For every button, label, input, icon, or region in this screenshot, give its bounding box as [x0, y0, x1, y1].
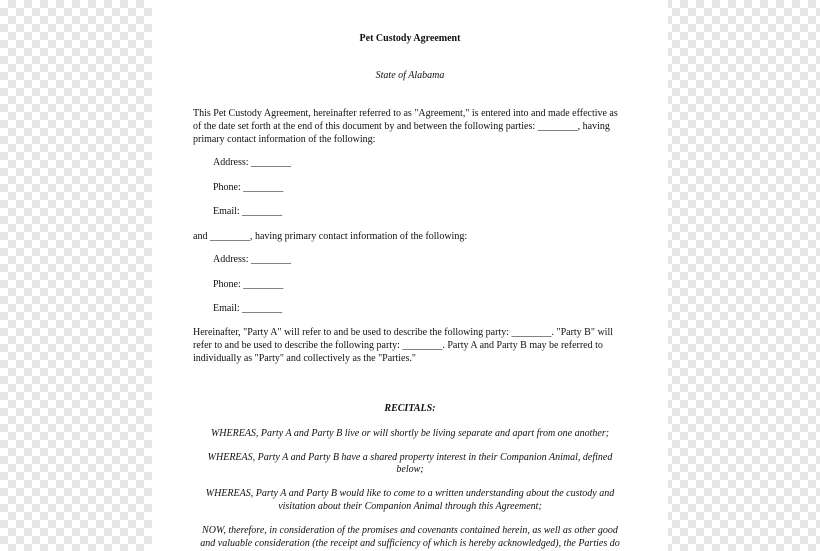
party-b-phone: Phone: ________ [213, 279, 284, 290]
party-a-address: Address: ________ [213, 157, 292, 168]
document-title: Pet Custody Agreement [359, 33, 461, 44]
recital-line: WHEREAS, Party A and Party B would like to come to a written understanding about the custody and [205, 488, 615, 499]
intro-line: primary contact information of the following: [193, 134, 376, 145]
recital-line: WHEREAS, Party A and Party B have a shared property interest in their Companion Animal, defined [207, 452, 613, 463]
party-b-address: Address: ________ [213, 254, 292, 265]
recital-line: NOW, therefore, in consideration of the promises and covenants contained herein, as well as other good [202, 525, 618, 536]
hereinafter-line: individually as "Party" and collectively as the "Parties." [193, 353, 416, 364]
hereinafter-line: refer to and be used to describe the following party: ________. Party A and Party B may be referred to [193, 340, 603, 351]
recital-line: WHEREAS, Party A and Party B live or will shortly be living separate and apart from one another; [210, 428, 610, 439]
intro-line: of the date set forth at the end of this document by and between the following parties: ________, having [193, 121, 610, 132]
recital-line: visitation about their Companion Animal through this Agreement; [278, 501, 542, 512]
recital-line: below; [396, 464, 424, 475]
intro-line: This Pet Custody Agreement, hereinafter referred to as "Agreement," is entered into and made effective as [193, 108, 618, 119]
recitals-heading: RECITALS: [384, 403, 436, 414]
recital-line: and valuable consideration (the receipt and sufficiency of which is hereby acknowledged), the Parties do [200, 538, 620, 549]
document-page [152, 0, 668, 551]
party-a-phone: Phone: ________ [213, 182, 284, 193]
hereinafter-line: Hereinafter, "Party A" will refer to and be used to describe the following party: ________. "Party B" will [193, 327, 613, 338]
and-line: and ________, having primary contact information of the following: [193, 231, 468, 242]
party-a-email: Email: ________ [213, 206, 283, 217]
document-state: State of Alabama [375, 70, 445, 81]
party-b-email: Email: ________ [213, 303, 283, 314]
